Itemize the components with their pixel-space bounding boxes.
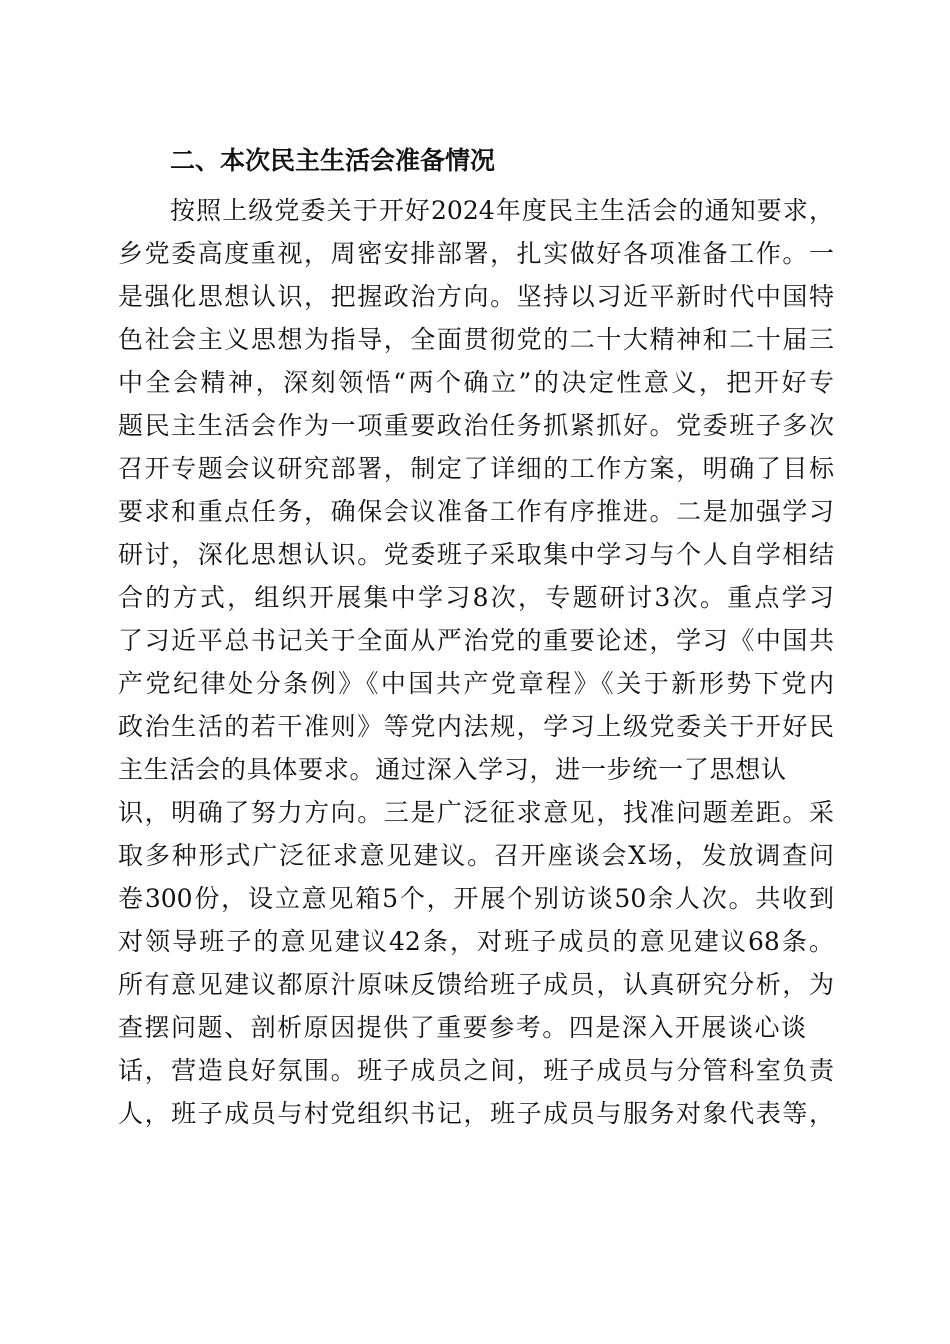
paragraph-line: 对领导班子的意见建议42条，对班子成员的意见建议68条。 bbox=[118, 927, 834, 956]
paragraph-line: 取多种形式广泛征求意见建议。召开座谈会X场，发放调查问 bbox=[118, 841, 834, 870]
paragraph-line: 按照上级党委关于开好2024年度民主生活会的通知要求， bbox=[170, 196, 834, 225]
paragraph-line: 卷300份，设立意见箱5个，开展个别访谈50余人次。共收到 bbox=[118, 884, 834, 913]
paragraph-line: 合的方式，组织开展集中学习8次，专题研讨3次。重点学习 bbox=[118, 583, 834, 612]
paragraph-line: 了习近平总书记关于全面从严治党的重要论述，学习《中国共 bbox=[118, 626, 834, 655]
section-heading: 二、本次民主生活会准备情况 bbox=[170, 146, 496, 175]
paragraph-line: 话，营造良好氛围。班子成员之间，班子成员与分管科室负责 bbox=[118, 1056, 834, 1085]
paragraph-line: 乡党委高度重视，周密安排部署，扎实做好各项准备工作。一 bbox=[118, 239, 834, 268]
paragraph-line: 产党纪律处分条例》《中国共产党章程》《关于新形势下党内 bbox=[118, 669, 834, 698]
paragraph-line: 要求和重点任务，确保会议准备工作有序推进。二是加强学习 bbox=[118, 497, 834, 526]
paragraph-line: 题民主生活会作为一项重要政治任务抓紧抓好。党委班子多次 bbox=[118, 411, 834, 440]
paragraph-line: 查摆问题、剖析原因提供了重要参考。四是深入开展谈心谈 bbox=[118, 1013, 806, 1042]
paragraph-line: 中全会精神，深刻领悟“两个确立”的决定性意义，把开好专 bbox=[118, 368, 834, 397]
paragraph-line: 召开专题会议研究部署，制定了详细的工作方案，明确了目标 bbox=[118, 454, 834, 483]
paragraph-line: 识，明确了努力方向。三是广泛征求意见，找准问题差距。采 bbox=[118, 798, 834, 827]
paragraph-line: 人，班子成员与村党组织书记，班子成员与服务对象代表等， bbox=[118, 1099, 834, 1128]
paragraph-line: 所有意见建议都原汁原味反馈给班子成员，认真研究分析，为 bbox=[118, 970, 834, 999]
paragraph-line: 色社会主义思想为指导，全面贯彻党的二十大精神和二十届三 bbox=[118, 325, 834, 354]
paragraph-line: 是强化思想认识，把握政治方向。坚持以习近平新时代中国特 bbox=[118, 282, 834, 311]
paragraph-line: 主生活会的具体要求。通过深入学习，进一步统一了思想认 bbox=[118, 755, 786, 784]
paragraph-line: 研讨，深化思想认识。党委班子采取集中学习与个人自学相结 bbox=[118, 540, 834, 569]
paragraph-line: 政治生活的若干准则》等党内法规，学习上级党委关于开好民 bbox=[118, 712, 834, 741]
